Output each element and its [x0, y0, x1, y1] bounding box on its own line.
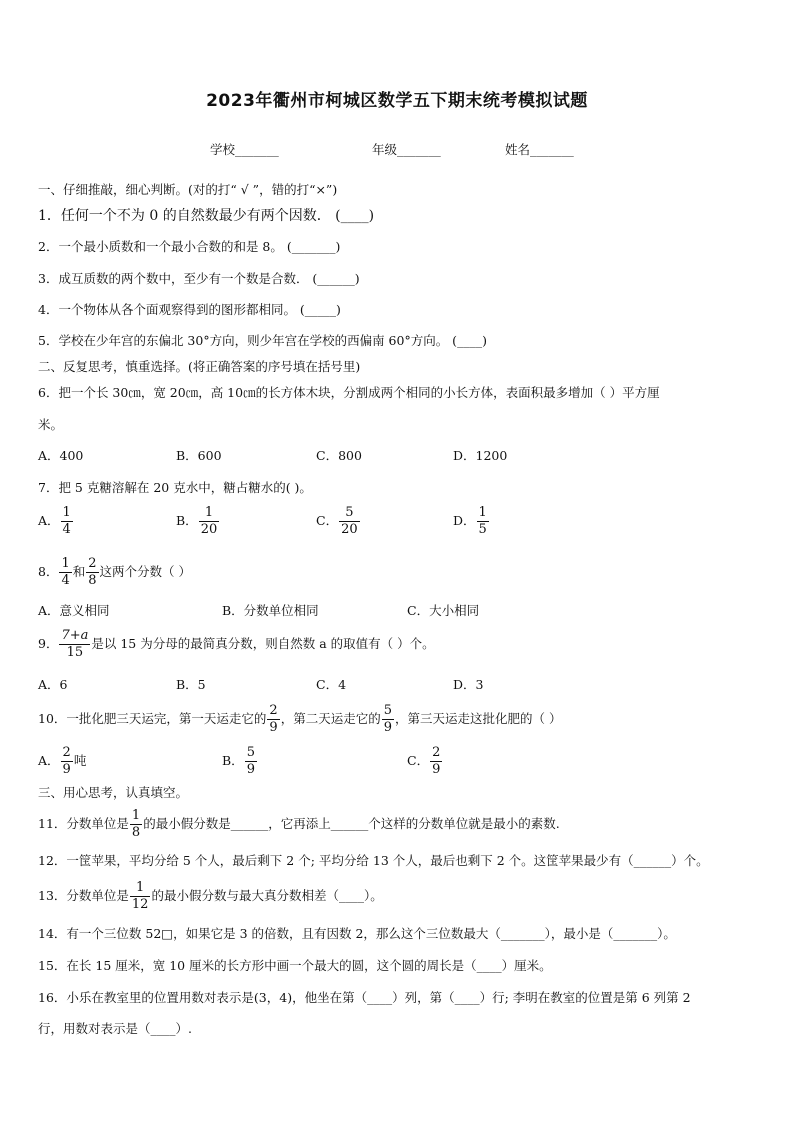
- section-2-heading: 二、反复思考，慎重选择。(将正确答案的序号填在括号里): [38, 359, 361, 374]
- q10-option-c: C． $\frac{2}{9}$: [407, 745, 441, 777]
- section-3-heading: 三、用心思考，认真填空。: [38, 785, 189, 800]
- q10-option-b: B． $\frac{5}{9}$: [222, 745, 255, 777]
- question-13: 13．分数单位是 $\frac{1}{12}$ 的最小假分数与最大真分数相差（____）。: [38, 880, 383, 912]
- q7-option-c: [316, 505, 361, 538]
- option-label: B．: [176, 513, 198, 528]
- question-6-line2: 米。: [38, 417, 64, 432]
- q7-option-a: [38, 505, 74, 538]
- fraction: $\frac{5}{9}$: [383, 703, 392, 735]
- question-6-line1: 6．把一个长 30㎝，宽 20㎝，高 10㎝的长方体木块，分割成两个相同的小长方体，表面积最多增加（ ）平方厘: [38, 385, 660, 400]
- fraction: $\frac{1}{8}$: [131, 808, 141, 840]
- q6-option-d: D．1200: [453, 448, 508, 463]
- question-14: 14．有一个三位数 52□，如果它是 3 的倍数，且有因数 2，那么这个三位数最大（_______），最小是（_______）。: [38, 926, 676, 941]
- question-7: 7．把 5 克糖溶解在 20 克水中，糖占糖水的( )。: [38, 480, 312, 495]
- question-3: 3．成互质数的两个数中，至少有一个数是合数． (______): [38, 271, 360, 286]
- question-9: 9． $\frac{7+a}{15}$ 是以 15 为分母的最简真分数，则自然数 a 的取值有（ ）个。: [38, 628, 435, 660]
- question-4: 4．一个物体从各个面观察得到的图形都相同。 (_____): [38, 302, 341, 317]
- fraction: $\frac{2}{9}$: [269, 703, 278, 735]
- option-label: A．: [38, 513, 60, 528]
- q6-option-b: B．600: [176, 448, 222, 463]
- fraction: $\frac{7+a}{15}$: [61, 628, 89, 660]
- fraction: $\frac{5}{9}$: [246, 745, 255, 777]
- fraction: $\frac{1}{4}$: [62, 505, 71, 537]
- question-12: 12．一筐苹果，平均分给 5 个人，最后剩下 2 个; 平均分给 13 个人，最后也剩下 2 个。这筐苹果最少有（______）个。: [38, 853, 709, 868]
- grade-field: 年级_______: [372, 142, 441, 157]
- fraction: $\frac{2}{9}$: [62, 745, 71, 777]
- question-1: 1．任何一个不为 0 的自然数最少有两个因数． (____): [38, 208, 375, 224]
- q9-option-b: B．5: [176, 677, 206, 692]
- fraction: $\frac{2}{8}$: [88, 556, 97, 588]
- q9-option-a: A．6: [38, 677, 68, 692]
- fraction: $\frac{1}{12}$: [131, 880, 149, 912]
- name-field: 姓名_______: [505, 142, 574, 157]
- fraction: $\frac{1}{20}$: [200, 505, 218, 537]
- q9-option-d: D．3: [453, 677, 484, 692]
- q7-option-b: [176, 505, 220, 538]
- page-title: 2023年衢州市柯城区数学五下期末统考模拟试题: [206, 91, 588, 111]
- fraction: $\frac{5}{20}$: [341, 505, 358, 537]
- q6-option-c: C．800: [316, 448, 362, 463]
- q8-option-c: C．大小相同: [407, 603, 480, 618]
- q7-option-d: [453, 505, 490, 538]
- question-10: 10．一批化肥三天运完，第一天运走它的 $\frac{2}{9}$ ，第二天运走它的 $\frac{5}{9}$ ，第三天运走这批化肥的（ ）: [38, 703, 562, 735]
- q8-option-b: B．分数单位相同: [222, 603, 319, 618]
- question-8: 8． $\frac{1}{4}$ 和 $\frac{2}{8}$ 这两个分数（ ）: [38, 556, 192, 588]
- fraction: $\frac{1}{4}$: [61, 556, 70, 588]
- q8-option-a: A．意义相同: [38, 603, 110, 618]
- question-5: 5．学校在少年宫的东偏北 30°方向，则少年宫在学校的西偏南 60°方向。 (____): [38, 333, 487, 348]
- question-11: 11．分数单位是 $\frac{1}{8}$ 的最小假分数是______，它再添上______个这样的分数单位就是最小的素数.: [38, 808, 560, 840]
- q6-option-a: A．400: [38, 448, 84, 463]
- option-label: C．: [316, 513, 339, 528]
- option-label: D．: [453, 513, 476, 528]
- question-15: 15．在长 15 厘米，宽 10 厘米的长方形中画一个最大的圆，这个圆的周长是（____）厘米。: [38, 958, 552, 973]
- fraction: $\frac{2}{9}$: [432, 745, 441, 777]
- section-1-heading: 一、仔细推敲，细心判断。(对的打“ √ ”，错的打“×”): [38, 182, 338, 197]
- school-field: 学校_______: [210, 142, 279, 157]
- question-16-line2: 行，用数对表示是（____）.: [38, 1021, 192, 1036]
- question-2: 2．一个最小质数和一个最小合数的和是 8。 (_______): [38, 239, 341, 254]
- fraction: $\frac{1}{5}$: [478, 505, 487, 537]
- question-16-line1: 16．小乐在教室里的位置用数对表示是(3，4)，他坐在第（____）列，第（____）行; 李明在教室的位置是第 6 列第 2: [38, 990, 691, 1005]
- q9-option-c: C．4: [316, 677, 347, 692]
- q10-option-a: A． $\frac{2}{9}$ 吨: [38, 745, 87, 777]
